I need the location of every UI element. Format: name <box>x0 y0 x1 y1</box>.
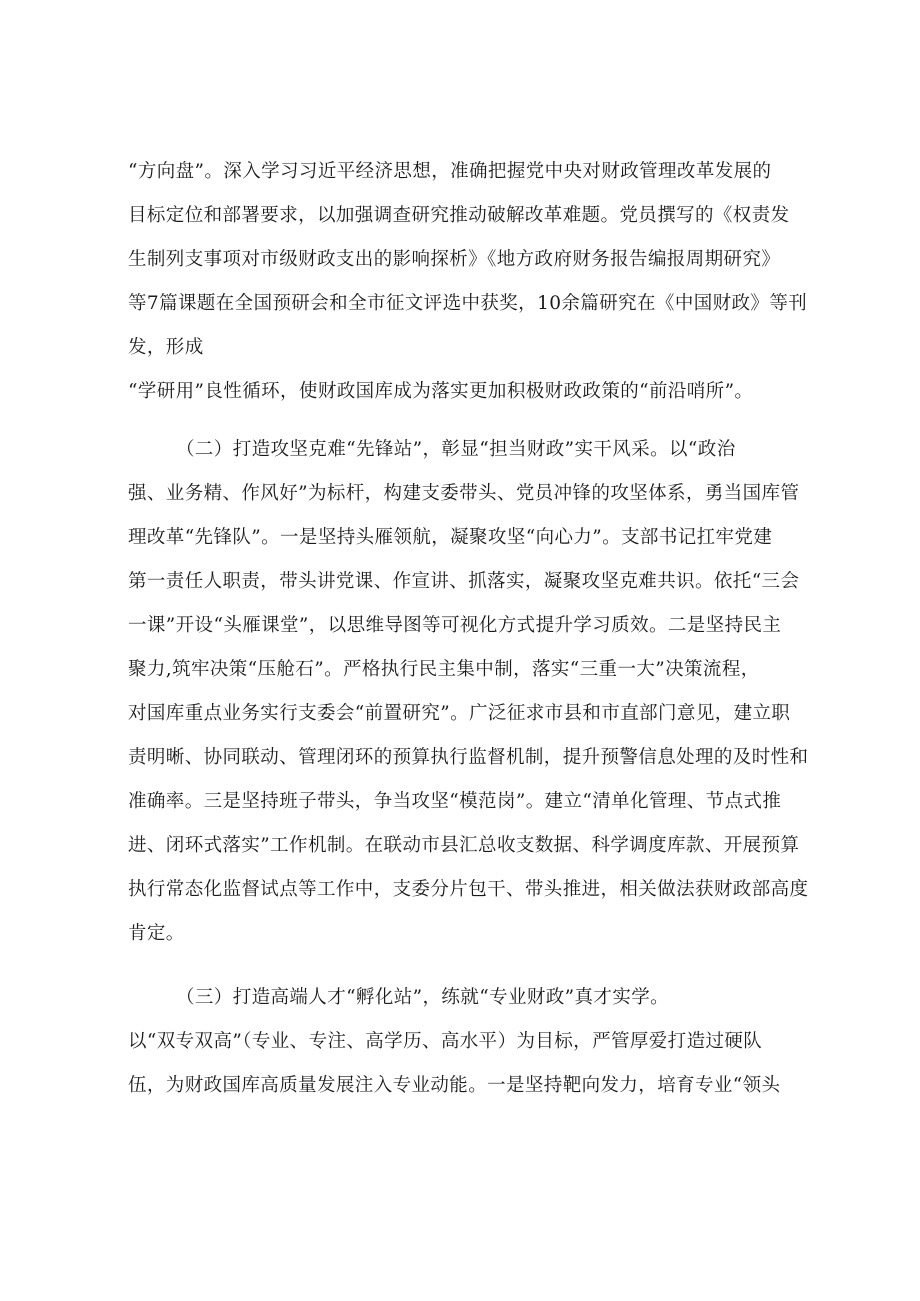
text-line-5: 发，形成 <box>128 337 204 358</box>
text-line-21: 伍，为财政国库高质量发展注入专业动能。一是坚持靶向发力，培育专业“领头 <box>128 1075 781 1096</box>
section-heading-3: （三）打造高端人才“孵化站”，练就“专业财政”真才实学。 <box>176 987 670 1008</box>
text-line-13: 对国库重点业务实行支委会“前置研究”。广泛征求市县和市直部门意见，建立职 <box>128 703 791 724</box>
text-line-16: 进、闭环式落实”工作机制。在联动市县汇总收支数据、科学调度库款、开展预算 <box>128 835 800 856</box>
text-line-3: 生制列支事项对市级财政支出的影响探析》《地方政府财务报告编报周期研究》 <box>128 249 781 270</box>
section-heading-2: （二）打造攻坚克难“先锋站”，彰显“担当财政”实干风采。以“政治 <box>176 439 736 460</box>
text-line-1: “方向盘”。深入学习习近平经济思想，准确把握党中央对财政管理改革发展的 <box>128 161 772 182</box>
text-line-2: 目标定位和部署要求，以加强调查研究推动破解改革难题。党员撰写的《权责发 <box>128 205 790 226</box>
text-line-8: 强、业务精、作风好”为标杆，构建支委带头、党员冲锋的攻坚体系，勇当国库管 <box>128 483 800 504</box>
text-line-14: 责明晰、协同联动、管理闭环的预算执行监督机制，提升预警信息处理的及时性和 <box>128 747 809 768</box>
text-line-4: 等7篇课题在全国预研会和全市征文评选中获奖，10余篇研究在《中国财政》等刊 <box>128 293 808 314</box>
text-line-17: 执行常态化监督试点等工作中，支委分片包干、带头推进，相关做法获财政部高度 <box>128 879 809 900</box>
text-line-11: 一课”开设“头雁课堂”，以思维导图等可视化方式提升学习质效。二是坚持民主 <box>128 615 782 636</box>
text-line-9: 理改革“先锋队”。一是坚持头雁领航，凝聚攻坚“向心力”。支部书记扛牢党建 <box>128 527 773 548</box>
text-line-15: 准确率。三是坚持班子带头，争当攻坚“模范岗”。建立“清单化管理、节点式推 <box>128 791 782 812</box>
text-line-20: 以“双专双高”（专业、专注、高学历、高水平）为目标，严管厚爱打造过硬队 <box>128 1031 763 1052</box>
text-line-18: 肯定。 <box>128 923 185 944</box>
text-line-6: “学研用”良性循环，使财政国库成为落实更加积极财政政策的“前沿哨所”。 <box>128 381 754 402</box>
text-line-12: 聚力,筑牢决策“压舱石”。严格执行民主集中制，落实“三重一大”决策流程， <box>128 659 760 680</box>
text-line-10: 第一责任人职责，带头讲党课、作宣讲、抓落实，凝聚攻坚克难共识。依托“三会 <box>128 571 800 592</box>
